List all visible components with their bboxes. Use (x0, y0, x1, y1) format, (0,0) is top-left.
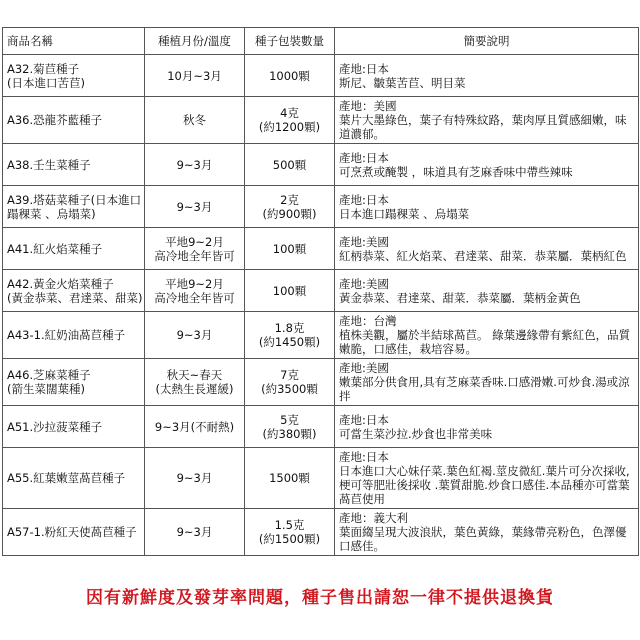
planting-month-cell-line: 9~3月 (176, 525, 213, 539)
product-name-cell-line: A46.芝麻菜種子 (7, 368, 91, 382)
description-cell (335, 359, 639, 406)
seed-product-table (2, 27, 639, 556)
header-description: 簡要說明 (335, 28, 639, 55)
planting-month-cell-line: 9~3月(不耐熱) (154, 419, 235, 434)
product-name-cell (3, 228, 145, 270)
planting-month-cell-line: 秋天~春天 (166, 368, 223, 382)
description-cell-line: 產地:美國 (339, 361, 389, 375)
planting-month-cell-line: 9~3月 (176, 199, 213, 214)
table-header-row (3, 28, 639, 55)
description-cell-line: 斯尼、皺葉苦苣、明目菜 (339, 75, 466, 90)
planting-month-cell-line: 平地9~2月 (165, 276, 224, 291)
header-planting-month: 種植月份/溫度 (145, 28, 245, 55)
description-cell (335, 406, 639, 448)
table-row (3, 509, 639, 556)
package-qty-cell (245, 312, 335, 359)
package-qty-cell-line: (約1450顆) (258, 335, 321, 349)
planting-month-cell-line: 平地9~2月 (165, 234, 224, 249)
package-qty-cell-line: 2克 (280, 192, 299, 207)
description-cell (335, 448, 639, 509)
table-row (3, 359, 639, 406)
planting-month-cell-line: 10月~3月 (167, 68, 222, 83)
description-cell (335, 97, 639, 144)
description-cell-line: 葉片大墨綠色，葉子有特殊紋路，葉肉厚且質感細嫩，味道濃郁。 (339, 113, 627, 141)
product-name-cell (3, 509, 145, 556)
package-qty-cell (245, 448, 335, 509)
package-qty-cell (245, 186, 335, 228)
planting-month-cell (145, 509, 245, 556)
description-cell (335, 144, 639, 186)
product-name-cell-line: A51.沙拉菠菜種子 (7, 419, 103, 434)
planting-month-cell (145, 359, 245, 406)
product-name-cell-line: A41.紅火焰菜種子 (7, 241, 103, 256)
product-name-cell-line: 蹋稞菜 、烏塌菜) (7, 206, 96, 221)
package-qty-cell (245, 509, 335, 556)
planting-month-cell (145, 406, 245, 448)
description-cell (335, 270, 639, 312)
package-qty-cell (245, 55, 335, 97)
product-name-cell (3, 359, 145, 406)
product-name-cell-line: A38.壬生菜種子 (7, 157, 91, 172)
planting-month-cell-line: 9~3月 (176, 471, 213, 485)
table-row (3, 144, 639, 186)
planting-month-cell-line: (太熱生長遲緩) (155, 382, 234, 396)
table-row (3, 97, 639, 144)
package-qty-cell (245, 359, 335, 406)
product-name-cell-line: (箭生菜闊葉種) (7, 382, 85, 396)
planting-month-cell (145, 448, 245, 509)
description-cell-line: 產地:日本 (339, 150, 389, 165)
description-cell-line: 可烹煮或醃製 ，味道具有芝麻香味中帶些辣味 (339, 164, 573, 179)
description-cell-line: 葉面縐呈現大波浪狀，葉色黃綠，葉緣帶亮粉色，色澤優口感佳。 (339, 525, 627, 553)
header-product-name: 商品名稱 (3, 28, 145, 55)
product-name-cell-line: A55.紅葉嫩莖萵苣種子 (7, 471, 126, 485)
package-qty-cell-line: 1000顆 (269, 68, 310, 83)
package-qty-cell-line: (約380顆) (262, 426, 317, 441)
package-qty-cell-line: 100顆 (272, 283, 307, 298)
description-cell (335, 186, 639, 228)
product-table-container (2, 27, 638, 556)
product-name-cell (3, 97, 145, 144)
package-qty-cell (245, 144, 335, 186)
product-name-cell (3, 55, 145, 97)
product-name-cell (3, 144, 145, 186)
table-row (3, 55, 639, 97)
product-name-cell-line: A39.塔菇菜種子(日本進口 (7, 192, 142, 207)
planting-month-cell (145, 270, 245, 312)
table-row (3, 406, 639, 448)
table-row (3, 228, 639, 270)
description-cell-line: 產地:日本 (339, 450, 389, 464)
description-cell-line: 產地:日本 (339, 412, 389, 427)
package-qty-cell-line: 5克 (280, 412, 299, 427)
table-body (3, 55, 639, 556)
planting-month-cell-line: 9~3月 (176, 328, 213, 342)
planting-month-cell-line: 高冷地全年皆可 (154, 248, 235, 263)
product-name-cell-line: (日本進口苦苣) (7, 75, 85, 90)
description-cell-line: 植株美觀，屬於半結球萵苣。 綠葉邊緣帶有紫紅色，品質嫩脆，口感佳，栽培容易。 (339, 328, 631, 356)
header-package-qty: 種子包裝數量 (245, 28, 335, 55)
product-name-cell (3, 186, 145, 228)
package-qty-cell-line: (約900顆) (262, 206, 317, 221)
product-name-cell (3, 448, 145, 509)
description-cell-line: 產地：台灣 (339, 314, 397, 328)
table-row (3, 270, 639, 312)
package-qty-cell-line: 1.5克 (274, 518, 305, 532)
description-cell-line: 紅柄恭菜、紅火焰菜、君達菜、甜菜．恭菜屬．葉柄紅色 (339, 248, 627, 263)
package-qty-cell-line: 100顆 (272, 241, 307, 256)
planting-month-cell (145, 228, 245, 270)
planting-month-cell (145, 97, 245, 144)
package-qty-cell-line: 1.8克 (274, 321, 305, 335)
package-qty-cell (245, 228, 335, 270)
package-qty-cell-line: 7克 (280, 368, 299, 382)
package-qty-cell (245, 270, 335, 312)
package-qty-cell-line: 500顆 (272, 157, 307, 172)
description-cell-line: 產地：美國 (339, 99, 397, 113)
description-cell (335, 312, 639, 359)
planting-month-cell-line: 秋冬 (183, 113, 206, 127)
description-cell-line: 日本進口大心妹仔菜.葉色紅褐.莖皮微紅.葉片可分次採收,梗可等肥壯後採收 .葉質甜脆.炒食口感佳.本品種亦可當葉萵苣使用 (339, 464, 630, 506)
description-cell (335, 228, 639, 270)
product-name-cell (3, 406, 145, 448)
product-name-cell (3, 270, 145, 312)
package-qty-cell-line: 4克 (280, 106, 299, 120)
planting-month-cell (145, 312, 245, 359)
description-cell-line: 產地:日本 (339, 192, 389, 207)
package-qty-cell-line: (約1200顆) (258, 120, 321, 134)
product-name-cell-line: A57-1.粉紅天使萵苣種子 (7, 525, 137, 539)
product-name-cell-line: A43-1.紅奶油萵苣種子 (7, 328, 126, 342)
planting-month-cell (145, 144, 245, 186)
package-qty-cell-line: (約1500顆) (258, 532, 321, 546)
package-qty-cell (245, 406, 335, 448)
product-name-cell (3, 312, 145, 359)
description-cell-line: 產地:美國 (339, 276, 389, 291)
table-row (3, 448, 639, 509)
description-cell-line: 產地：義大利 (339, 511, 408, 525)
package-qty-cell-line: (約3500顆 (261, 382, 318, 396)
product-name-cell-line: A36.恐龍芥藍種子 (7, 113, 103, 127)
description-cell-line: 日本進口蹋稞菜 、烏塌菜 (339, 206, 470, 221)
description-cell-line: 可當生菜沙拉.炒食也非常美味 (339, 426, 493, 441)
package-qty-cell (245, 97, 335, 144)
planting-month-cell (145, 186, 245, 228)
package-qty-cell-line: 1500顆 (269, 471, 310, 485)
description-cell-line: 產地:美國 (339, 234, 389, 249)
table-row (3, 312, 639, 359)
description-cell-line: 嫩葉部分供食用,具有芝麻菜香味.口感滑嫩.可炒食.湯或涼拌 (339, 375, 630, 403)
no-return-notice: 因有新鮮度及發芽率問題，種子售出請恕一律不提供退換貨 (86, 588, 554, 608)
product-name-cell-line: A32.菊苣種子 (7, 61, 80, 76)
planting-month-cell (145, 55, 245, 97)
description-cell-line: 產地:日本 (339, 61, 389, 76)
planting-month-cell-line: 9~3月 (176, 157, 213, 172)
description-cell-line: 黃金恭菜、君達菜、甜菜．恭菜屬．葉柄金黃色 (339, 290, 581, 305)
description-cell (335, 509, 639, 556)
table-row (3, 186, 639, 228)
planting-month-cell-line: 高冷地全年皆可 (154, 290, 235, 305)
product-name-cell-line: (黃金恭菜、君達菜、甜菜) (7, 290, 143, 305)
product-name-cell-line: A42.黃金火焰菜種子 (7, 276, 114, 291)
description-cell (335, 55, 639, 97)
